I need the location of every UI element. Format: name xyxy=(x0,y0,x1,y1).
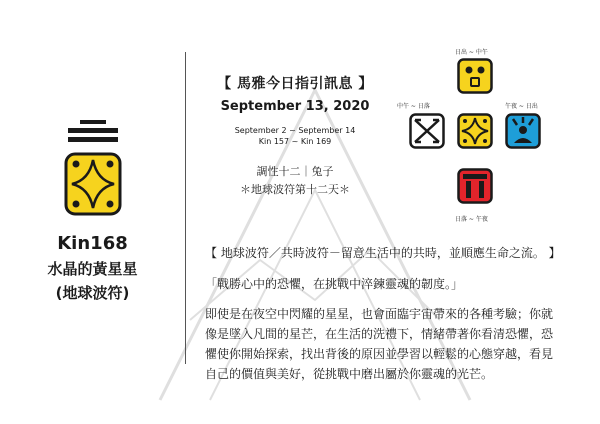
tone-line: 調性十二｜兔子 xyxy=(256,165,334,178)
oracle-bottom-label: 日落 ~ 午夜 xyxy=(455,216,488,223)
column-divider xyxy=(185,52,186,364)
message-line: 像是墜入凡間的星芒，在生活的洗禮下，情緒帶著你看清恐懼，恐 xyxy=(205,327,554,341)
oracle-cross xyxy=(395,45,575,225)
oracle-left-label: 中午 ~ 日落 xyxy=(397,103,430,110)
yellow-sun-icon xyxy=(457,58,493,94)
white-wind-icon xyxy=(409,113,445,149)
kin-number: Kin168 xyxy=(57,233,128,254)
kin-range: Kin 157 ~ Kin 169 xyxy=(258,137,332,146)
kin-panel xyxy=(0,0,185,424)
kin-subtitle: (地球波符) xyxy=(55,284,130,302)
message-line: 懼使你開始探索，找出背後的原因並學習以輕鬆的心態穿越，看見 xyxy=(205,347,554,361)
message-line: 自己的價值與美好，從挑戰中磨出屬於你靈魂的光芒。 xyxy=(205,367,494,381)
date-range: September 2 ~ September 14 xyxy=(234,126,356,135)
message-body xyxy=(205,304,580,384)
blue-storm-icon xyxy=(505,113,541,149)
date-heading: September 13, 2020 xyxy=(220,99,370,114)
yellow-star-glyph-icon xyxy=(64,118,122,218)
oracle-top-label: 日出 ~ 中午 xyxy=(455,49,488,56)
wavespell-day: ＊地球波符第十二天＊ xyxy=(240,183,350,196)
oracle-right-label: 午夜 ~ 日出 xyxy=(505,103,538,110)
page-title: 【 馬雅今日指引訊息 】 xyxy=(217,76,373,92)
wavespell-note: 【 地球波符／共時波符－留意生活中的共時，並順應生命之流。 】 xyxy=(205,246,561,260)
daily-quote: 「戰勝心中的恐懼，在挑戰中淬鍊靈魂的韌度。」 xyxy=(205,277,464,291)
yellow-star-icon xyxy=(457,113,493,149)
red-skywalker-icon xyxy=(457,168,493,204)
kin-name: 水晶的黃星星 xyxy=(47,260,138,278)
message-line: 即使是在夜空中閃耀的星星，也會面臨宇宙帶來的各種考驗；你就 xyxy=(205,307,554,321)
